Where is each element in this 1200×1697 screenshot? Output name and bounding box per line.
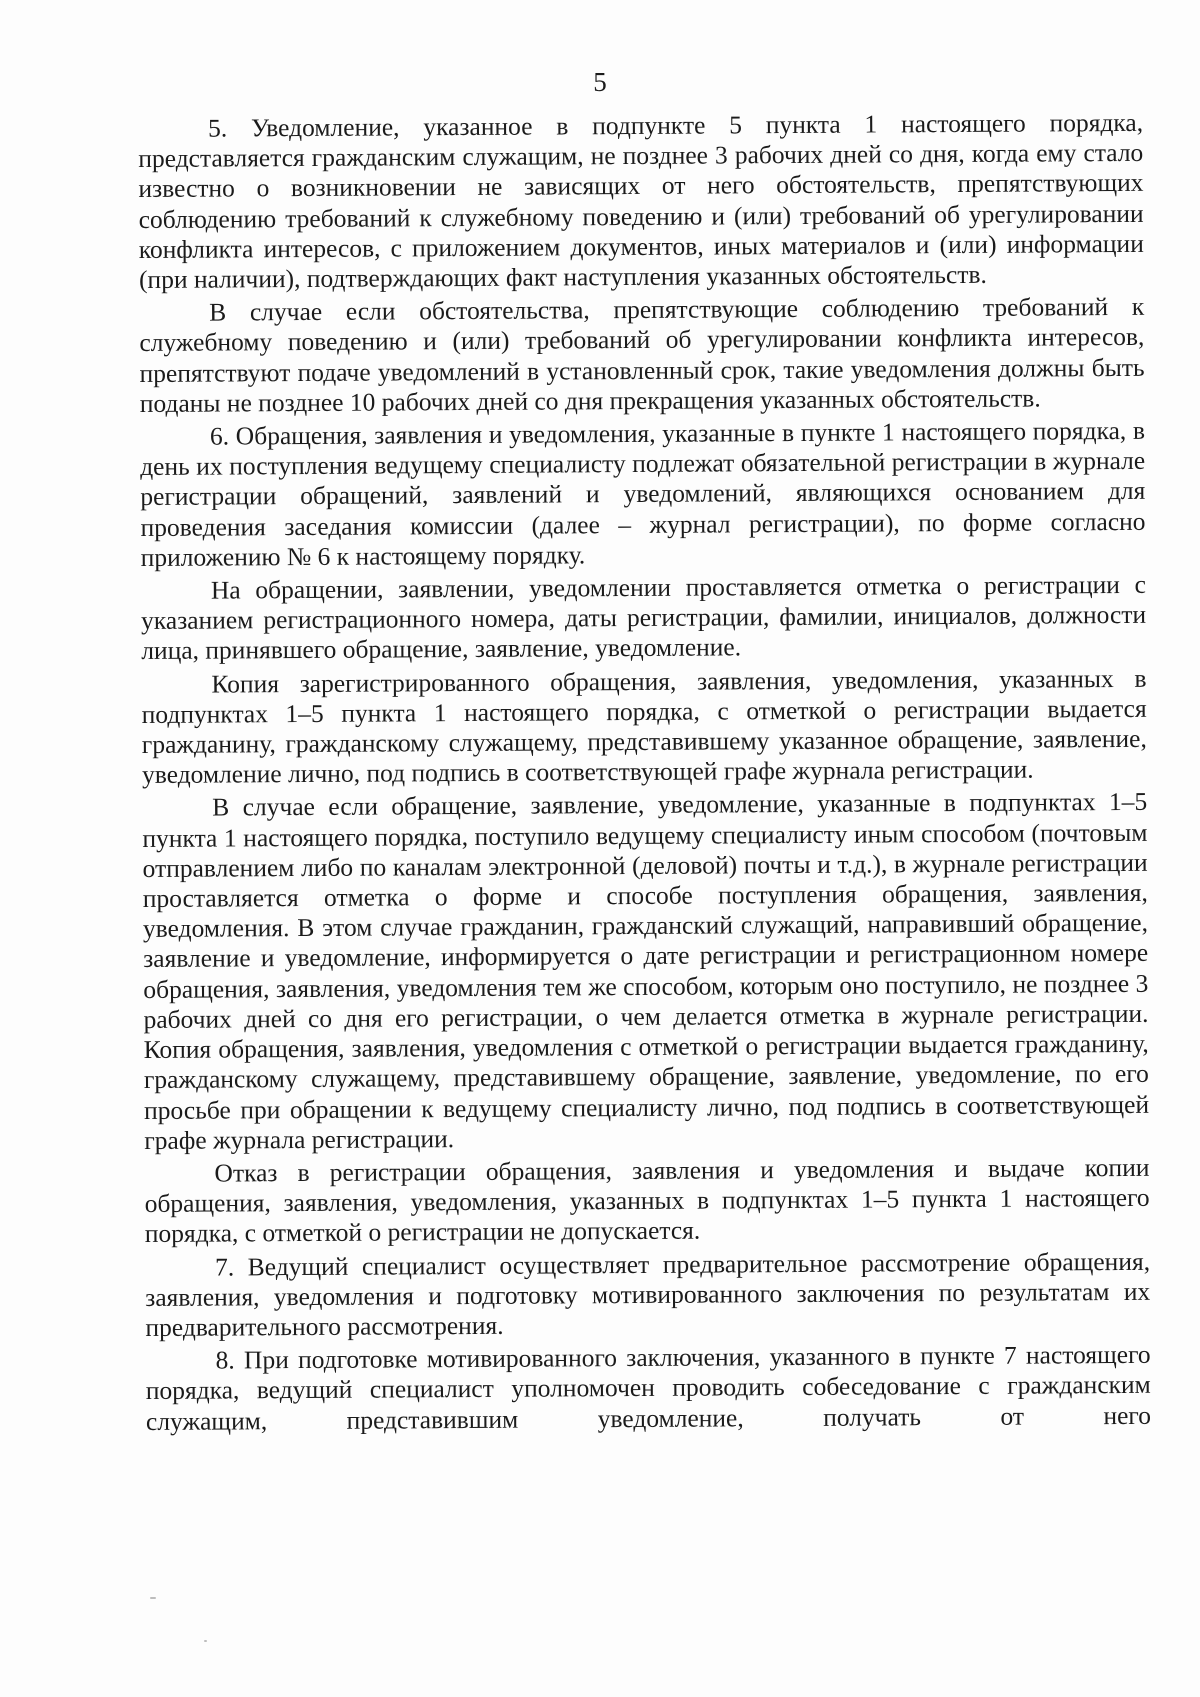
- paragraph-registration-mark: На обращении, заявлении, уведомлении проставляется отметка о регистрации с указанием регистрационного номера, даты регистрации, фамилии, инициалов, должности лица, принявшего обращение, заявление, уведомление.: [141, 569, 1147, 666]
- paragraph-preliminary-review: 7. Ведущий специалист осуществляет предварительное рассмотрение обращения, заявления, уведомления и подготовку мотивированного заключения по результатам их предварительного рассмотрения.: [145, 1246, 1151, 1342]
- paragraph-registration-journal: 6. Обращения, заявления и уведомления, указанные в пункте 1 настоящего порядка, в день их поступления ведущему специалисту подлежат обязательной регистрации в журнале регистрации обращений, заявлений и уведомлений, являющихся основанием для проведения заседания комиссии (далее – журнал регистрации), по форме согласно приложению № 6 к настоящему порядку.: [140, 415, 1146, 572]
- paragraph-notice-submission: 5. Уведомление, указанное в подпункте 5 пункта 1 настоящего порядка, представляется гражданским служащим, не позднее 3 рабочих дней со дня, когда ему стало известно о возникновении не зависящих от него обстоятельств, препятствующих соблюдению требований к служебному поведению и (или) требований об урегулировании конфликта интересов, с приложением документов, иных материалов и (или) информации (при наличии), подтверждающих факт наступления указанных обстоятельств.: [138, 107, 1144, 295]
- paragraph-circumstances-deadline: В случае если обстоятельства, препятствующие соблюдению требований к служебному поведению и (или) требований об урегулировании конфликта интересов, препятствуют подаче уведомлений в установленный срок, такие уведомления должны быть поданы не позднее 10 рабочих дней со дня прекращения указанных обстоятельств.: [139, 292, 1145, 418]
- scan-speck: [204, 1640, 207, 1642]
- paragraph-motivated-conclusion: 8. При подготовке мотивированного заключения, указанного в пункте 7 настоящего порядка, ведущий специалист уполномочен проводить собеседование с гражданским служащим, представившим уведомление, получать от него: [145, 1339, 1152, 1436]
- page-number: 5: [593, 67, 607, 97]
- paragraph-refusal-prohibited: Отказ в регистрации обращения, заявления и уведомления и выдаче копии обращения, заявления, уведомления, указанных в подпунктах 1–5 пункта 1 настоящего порядка, с отметкой о регистрации не допускается.: [144, 1152, 1150, 1249]
- paragraph-copy-issuance: Копия зарегистрированного обращения, заявления, уведомления, указанных в подпунктах 1–5 пункта 1 настоящего порядка, с отметкой о регистрации выдается гражданину, гражданскому служащему, представившему указанное обращение, заявление, уведомление лично, под подпись в соответствующей графе журнала регистрации.: [141, 663, 1147, 790]
- scan-speck: [150, 1597, 156, 1599]
- paragraph-other-delivery-methods: В случае если обращение, заявление, уведомление, указанные в подпунктах 1–5 пункта 1 настоящего порядка, поступило ведущему специалисту иным способом (почтовым отправлением либо по каналам электронной (деловой) почты и т.д.), в журнале регистрации проставляется отметка о форме и способе поступления обращения, заявления, уведомления. В этом случае гражданин, гражданский служащий, направивший обращение, заявление и уведомление, информируется о дате регистрации и регистрационном номере обращения, заявления, уведомления тем же способом, которым оно поступило, не позднее 3 рабочих дней со дня его регистрации, о чем делается отметка в журнале регистрации. Копия обращения, заявления, уведомления с отметкой о регистрации выдается гражданину, гражданскому служащему, представившему обращение, заявление, уведомление, по его просьбе при обращении к ведущему специалисту лично, под подпись в соответствующей графе журнала регистрации.: [142, 787, 1150, 1155]
- document-body: [138, 108, 1151, 1440]
